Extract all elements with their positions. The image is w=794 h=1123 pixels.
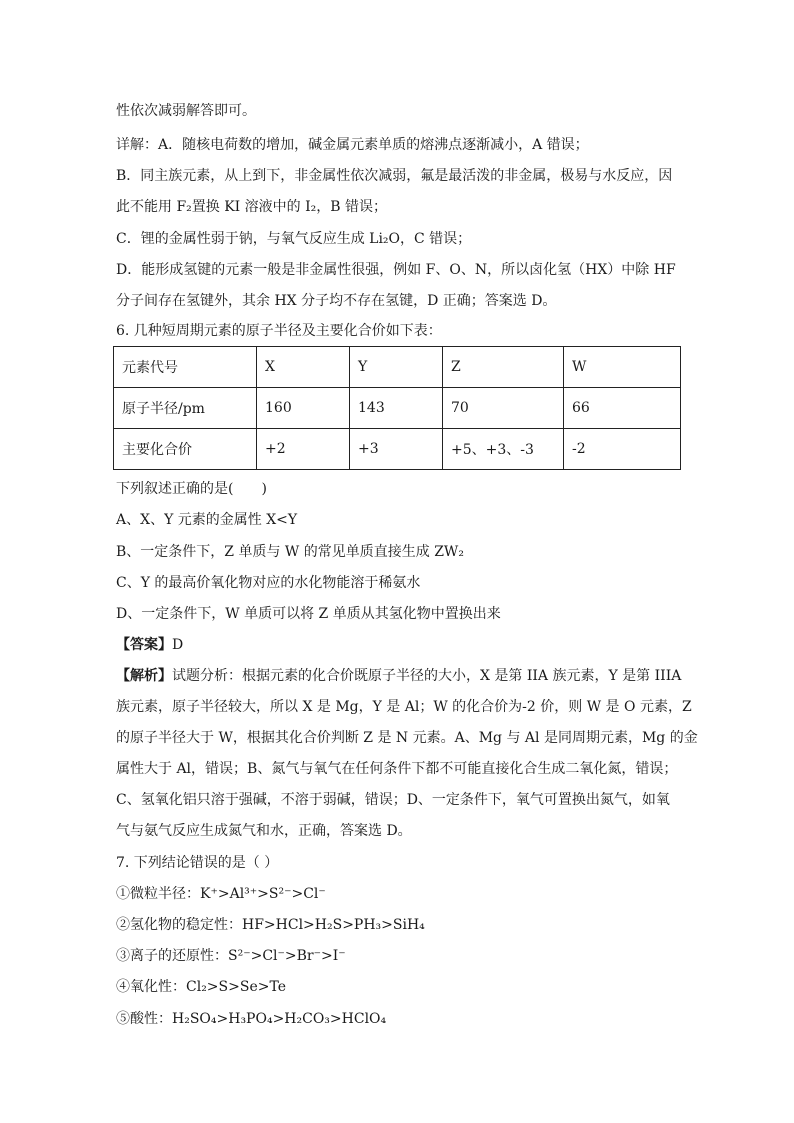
option-d: D、一定条件下，W 单质可以将 Z 单质从其氢化物中置换出来 bbox=[116, 606, 501, 622]
table-cell: 原子半径/pm bbox=[114, 388, 257, 429]
analysis-line: 的原子半径大于 W，根据其化合价判断 Z 是 N 元素。A、Mg 与 Al 是同周期元素，Mg 的金 bbox=[116, 730, 698, 746]
text-line: D．能形成氢键的元素一般是非金属性很强，例如 F、O、N，所以卤化氢（HX）中除 HF bbox=[116, 262, 676, 278]
analysis-line: C、氢氧化铝只溶于强碱，不溶于弱碱，错误；D、一定条件下，氧气可置换出氮气，如氧 bbox=[116, 792, 670, 808]
table-cell: +5、+3、-3 bbox=[443, 429, 564, 470]
table-row bbox=[114, 429, 681, 470]
option-b: B、一定条件下，Z 单质与 W 的常见单质直接生成 ZW₂ bbox=[116, 544, 464, 560]
statement-5: ⑤酸性：H₂SO₄>H₃PO₄>H₂CO₃>HClO₄ bbox=[116, 1011, 387, 1027]
analysis-line: 气与氨气反应生成氮气和水，正确，答案选 D。 bbox=[116, 823, 412, 839]
question-6-prompt: 下列叙述正确的是( ) bbox=[116, 481, 267, 497]
text-line: 详解：A．随核电荷数的增加，碱金属元素单质的熔沸点逐渐减小，A 错误； bbox=[116, 137, 589, 153]
question-7-stem: 7. 下列结论错误的是（ ） bbox=[116, 855, 279, 871]
answer-value: D bbox=[172, 637, 184, 653]
table-cell: 66 bbox=[564, 388, 681, 429]
table-cell: 元素代号 bbox=[114, 347, 257, 388]
table-cell: Y bbox=[350, 347, 443, 388]
analysis-line bbox=[116, 667, 686, 685]
option-a: A、X、Y 元素的金属性 X<Y bbox=[116, 512, 298, 528]
option-c: C、Y 的最高价氧化物对应的水化物能溶于稀氨水 bbox=[116, 575, 421, 591]
statement-1: ①微粒半径：K⁺>Al³⁺>S²⁻>Cl⁻ bbox=[116, 886, 326, 902]
text-line: B．同主族元素，从上到下，非金属性依次减弱，氟是最活泼的非金属，极易与水反应，因 bbox=[116, 168, 673, 184]
table-cell: Z bbox=[443, 347, 564, 388]
table-cell: 70 bbox=[443, 388, 564, 429]
table-row bbox=[114, 347, 681, 388]
answer-line bbox=[116, 636, 686, 654]
text-line: 分子间存在氢键外，其余 HX 分子均不存在氢键，D 正确；答案选 D。 bbox=[116, 293, 557, 309]
question-6-stem: 6. 几种短周期元素的原子半径及主要化合价如下表： bbox=[116, 323, 442, 339]
table-cell: -2 bbox=[564, 429, 681, 470]
text-line: C．锂的金属性弱于钠，与氧气反应生成 Li₂O，C 错误； bbox=[116, 231, 472, 247]
table-cell: +2 bbox=[257, 429, 350, 470]
table-cell: 主要化合价 bbox=[114, 429, 257, 470]
table-cell: 143 bbox=[350, 388, 443, 429]
text-line: 性依次减弱解答即可。 bbox=[116, 103, 256, 119]
statement-2: ②氢化物的稳定性：HF>HCl>H₂S>PH₃>SiH₄ bbox=[116, 917, 425, 933]
text-line: 此不能用 F₂置换 KI 溶液中的 I₂，B 错误； bbox=[116, 199, 387, 215]
table-cell: 160 bbox=[257, 388, 350, 429]
table-cell: W bbox=[564, 347, 681, 388]
table-cell: X bbox=[257, 347, 350, 388]
analysis-label: 【解析】 bbox=[116, 668, 172, 684]
statement-4: ④氧化性：Cl₂>S>Se>Te bbox=[116, 979, 286, 995]
table-row bbox=[114, 388, 681, 429]
answer-label: 【答案】 bbox=[116, 637, 172, 653]
table-cell: +3 bbox=[350, 429, 443, 470]
analysis-line: 族元素，原子半径较大，所以 X 是 Mg，Y 是 Al；W 的化合价为-2 价，则 W 是 O 元素，Z bbox=[116, 699, 692, 715]
statement-3: ③离子的还原性：S²⁻>Cl⁻>Br⁻>I⁻ bbox=[116, 948, 346, 964]
analysis-text: 试题分析：根据元素的化合价既原子半径的大小，X 是第 IIA 族元素，Y 是第 IIIA bbox=[172, 668, 682, 684]
analysis-line: 属性大于 Al，错误；B、氮气与氧气在任何条件下都不可能直接化合生成二氧化氮，错误； bbox=[116, 761, 678, 777]
element-table bbox=[113, 346, 681, 470]
